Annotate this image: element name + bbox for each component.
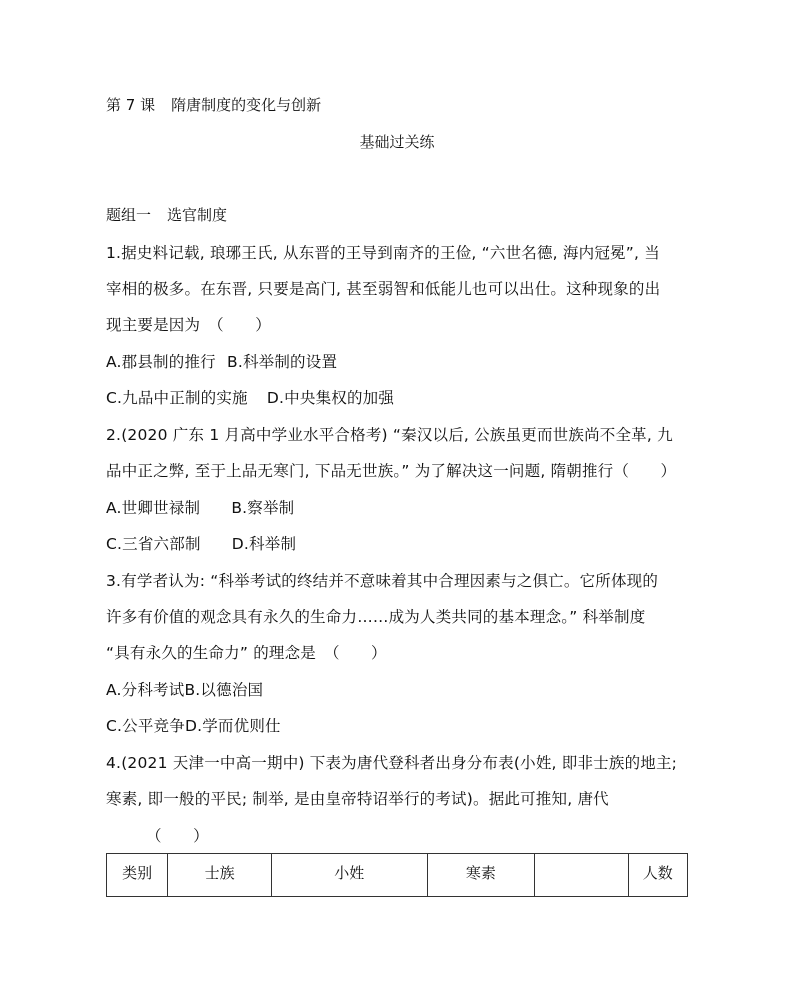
q2-line-1: 2.(2020 广东 1 月高中学业水平合格考) “秦汉以后, 公族虽更而世族尚不全革, 九 — [106, 426, 673, 444]
q2-option-c: C.三省六部制 — [106, 535, 201, 553]
group-title: 选官制度 — [167, 206, 228, 224]
q1-option-a: A.郡县制的推行 — [106, 353, 216, 371]
table-header-cell: 小姓 — [271, 854, 427, 897]
question-group-heading — [106, 204, 227, 225]
q3-option-b: B.以德治国 — [184, 681, 264, 699]
q2-line-2: 品中正之弊, 至于上品无寒门, 下品无世族。” 为了解决这一问题, 隋朝推行（ ） — [106, 462, 677, 480]
lesson-title: 隋唐制度的变化与创新 — [171, 96, 322, 114]
table-header-cell: 人数 — [628, 854, 687, 897]
table-header-cell — [535, 854, 628, 897]
q1-option-c: C.九品中正制的实施 — [106, 389, 248, 407]
q2-option-a: A.世卿世禄制 — [106, 499, 201, 517]
q1-option-d: D.中央集权的加强 — [266, 389, 395, 407]
q3-line-1: 3.有学者认为: “科举考试的终结并不意味着其中合理因素与之俱亡。它所体现的 — [106, 572, 659, 590]
q3-option-c: C.公平竞争 — [106, 717, 185, 735]
q4-line-2: 寒素, 即一般的平民; 制举, 是由皇帝特诏举行的考试)。据此可推知, 唐代 — [106, 790, 609, 808]
q4-line-3: （ ） — [146, 827, 209, 845]
lesson-heading — [106, 94, 321, 115]
q1-options-row-2 — [106, 386, 394, 408]
table-header-cell: 类别 — [107, 854, 168, 897]
q3-line-2: 许多有价值的观念具有永久的生命力……成为人类共同的基本理念。” 科举制度 — [106, 608, 646, 626]
section-subtitle: 基础过关练 — [359, 133, 435, 151]
q1-option-b: B.科举制的设置 — [227, 353, 338, 371]
table-header-cell: 寒素 — [427, 854, 535, 897]
q1-line-2: 宰相的极多。在东晋, 只要是高门, 甚至弱智和低能儿也可以出仕。这种现象的出 — [106, 280, 661, 298]
q2-options-row-2 — [106, 532, 296, 554]
table-header-cell: 士族 — [168, 854, 272, 897]
q3-option-d: D.学而优则仕 — [184, 717, 281, 735]
lesson-number: 第 7 课 — [106, 96, 156, 114]
q1-options-row-1 — [106, 350, 337, 372]
q1-line-1: 1.据史料记载, 琅琊王氏, 从东晋的王导到南齐的王俭, “六世名德, 海内冠冕”, 当 — [106, 244, 660, 262]
q2-options-row-1 — [106, 496, 294, 518]
origin-distribution-table — [106, 853, 688, 897]
q4-line-1: 4.(2021 天津一中高一期中) 下表为唐代登科者出身分布表(小姓, 即非士族的地主; — [106, 754, 678, 772]
q2-option-d: D.科举制 — [231, 535, 297, 553]
q1-line-3: 现主要是因为 （ ） — [106, 316, 271, 334]
q3-options-row-2 — [106, 714, 281, 736]
table-header-row — [107, 854, 688, 897]
q2-option-b: B.察举制 — [231, 499, 295, 517]
q3-options-row-1 — [106, 678, 263, 700]
q3-option-a: A.分科考试 — [106, 681, 185, 699]
group-label: 题组一 — [106, 206, 152, 224]
q3-line-3: “具有永久的生命力” 的理念是 （ ） — [106, 644, 387, 662]
